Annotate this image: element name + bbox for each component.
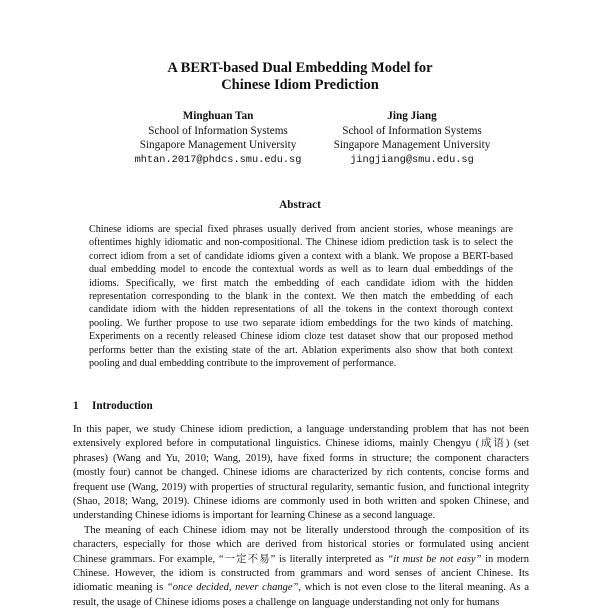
author-name: Minghuan Tan [182,110,254,122]
abstract-text: Chinese idioms are special fixed phrases usually derived from ancient stories, whose meanings are oftentimes highly idiomatic and non-compositional. The Chinese idiom prediction task is to select the correct idiom from a set of candidate idioms given a context with a blank. We propose a BERT-based dual embedding model to encode the contextual words as well as to learn dual embeddings of the idioms. Specifically, we first match the embedding of each candidate idiom with the hidden representation corresponding to the blank in the context. We then match the embedding of each candidate idiom with the hidden representations of all the tokens in the context thorough context pooling. We further propose to use two separate idiom embeddings for the two kinds of matching. Experiments on a recently released Chinese idiom cloze test dataset show that our proposed method performs better than the existing state of the art. Ablation experiments also show that both context pooling and dual embedding contribute to the improvement of performance. [89,224,513,370]
section-heading-introduction [73,400,153,412]
author-affiliation-university: Singapore Management University [333,139,491,151]
introduction-body [73,423,529,610]
author-affiliation-school: School of Information Systems [148,124,288,137]
author-name: Jing Jiang [387,110,437,122]
literal-meaning-quote: “it must be not easy” [387,553,482,565]
author-email: mhtan.2017@phdcs.smu.edu.sg [134,153,302,166]
author-block-2 [292,109,532,167]
intro-p2-text-c: , which is not even close to the literal meaning. As a result, the usage of Chinese idioms poses a challenge on language understanding not only for humans [73,582,529,608]
intro-p2-text-b: in modern Chinese. However, the idiom is constructed from grammars and word senses of ancient Chinese. Its idiomatic meaning is [73,553,529,594]
abstract-heading: Abstract [279,199,321,211]
idiomatic-meaning-quote: “once decided, never change” [166,582,299,594]
section-title: Introduction [92,400,153,412]
author-affiliation-university: Singapore Management University [139,139,297,151]
section-number: 1 [73,400,79,412]
author-email: jingjiang@smu.edu.sg [350,153,474,166]
intro-paragraph-1: In this paper, we study Chinese idiom prediction, a language understanding problem that has not been extensively explored before in computational linguistics. Chinese idioms, mainly Chengyu (成语) (set phrases) (Wang and Yu, 2010; Wang, 2019), have fixed forms in structure; the component characters (mostly four) cannot be changed. Chinese idioms are characterized by rich contents, concise forms and frequent use (Wang, 2019) with properties of structural regularity, semantic fusion, and functional integrity (Shao, 2018; Wang, 2019). Chinese idioms are commonly used in both written and spoken Chinese, and understanding Chinese idioms is important for learning Chinese as a second language. [73,424,529,522]
title-line-2: Chinese Idiom Prediction [221,77,379,93]
title-line-1: A BERT-based Dual Embedding Model for [167,60,433,76]
paper-title [0,60,600,94]
intro-p2-text-a: The meaning of each Chinese idiom may not be literally understood through the composition of its characters, especially for those which are derived from historical stories or formulated using ancient Chinese grammars. For example, “一定不易” is literally interpreted as [73,524,529,565]
intro-paragraph-2 [73,524,529,610]
author-affiliation-school: School of Information Systems [342,124,482,137]
